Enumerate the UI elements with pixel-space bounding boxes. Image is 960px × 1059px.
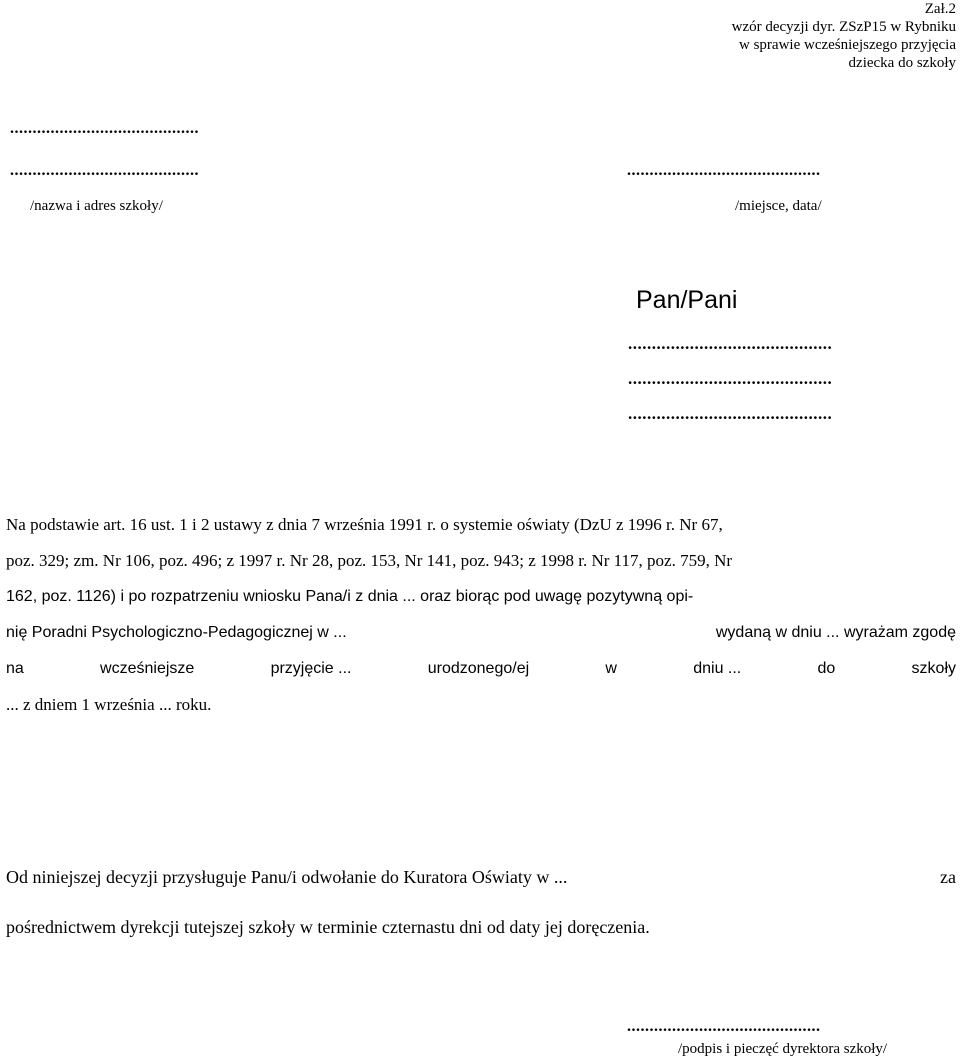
school-label: /nazwa i adres szkoły/ bbox=[30, 198, 163, 214]
header-note bbox=[732, 0, 956, 72]
decision-text-word: do bbox=[817, 660, 836, 677]
decision-text-line: poz. 329; zm. Nr 106, poz. 496; z 1997 r. Nr 28, poz. 153, Nr 141, poz. 943; z 1998 r. Nr 117, poz. 759, Nr bbox=[6, 551, 733, 570]
appeal-text-fragment: Od niniejszej decyzji przysługuje Panu/i odwołanie do Kuratora Oświaty w ... bbox=[6, 867, 568, 887]
decision-text-word: szkoły bbox=[911, 660, 956, 677]
place-date-label: /miejsce, data/ bbox=[735, 198, 822, 214]
decision-text-line: 162, poz. 1126) i po rozpatrzeniu wniosku Pana/i z dnia ... oraz biorąc pod uwagę pozytywną opi- bbox=[6, 588, 694, 605]
decision-text-line: ... z dniem 1 września ... roku. bbox=[6, 695, 212, 714]
school-dots-line-2: .......................................... bbox=[10, 162, 199, 179]
addressee-title: Pan/Pani bbox=[636, 286, 738, 314]
header-note-line: w sprawie wcześniejszego przyjęcia bbox=[739, 37, 956, 53]
decision-text-word: przyjęcie ... bbox=[270, 660, 352, 677]
decision-text-line: Na podstawie art. 16 ust. 1 i 2 ustawy z dnia 7 września 1991 r. o systemie oświaty (DzU z 1996 r. Nr 67, bbox=[6, 515, 723, 534]
decision-text-line bbox=[6, 622, 956, 644]
signature-label: /podpis i pieczęć dyrektora szkoły/ bbox=[678, 1041, 888, 1057]
header-note-line: wzór decyzji dyr. ZSzP15 w Rybniku bbox=[731, 19, 956, 35]
addressee-dots-line: ........................................... bbox=[628, 404, 833, 423]
addressee-dots-line: ........................................... bbox=[628, 369, 833, 388]
decision-text-word: wcześniejsze bbox=[100, 660, 195, 677]
decision-text-word: dniu ... bbox=[693, 660, 742, 677]
decision-text-word: urodzonego/ej bbox=[427, 660, 530, 677]
decision-text-line bbox=[6, 658, 956, 680]
header-note-line: dziecka do szkoły bbox=[848, 55, 956, 71]
appeal-text-line bbox=[6, 866, 956, 888]
attachment-number: Zał.2 bbox=[924, 1, 956, 17]
school-dots-line-1: .......................................... bbox=[10, 120, 199, 137]
decision-text-word: na bbox=[6, 660, 24, 677]
signature-dots: ........................................... bbox=[627, 1018, 821, 1035]
place-date-dots: ........................................... bbox=[627, 162, 821, 179]
decision-text-word: w bbox=[605, 660, 617, 677]
appeal-text-fragment: za bbox=[940, 867, 956, 887]
appeal-text-line: pośrednictwem dyrekcji tutejszej szkoły w terminie czternastu dni od daty jej doręczenia. bbox=[6, 917, 650, 937]
addressee-dots-line: ........................................... bbox=[628, 334, 833, 353]
decision-text-fragment: nię Poradni Psychologiczno-Pedagogicznej w ... bbox=[6, 624, 347, 641]
decision-text-fragment: wydaną w dniu ... wyrażam zgodę bbox=[715, 624, 956, 641]
